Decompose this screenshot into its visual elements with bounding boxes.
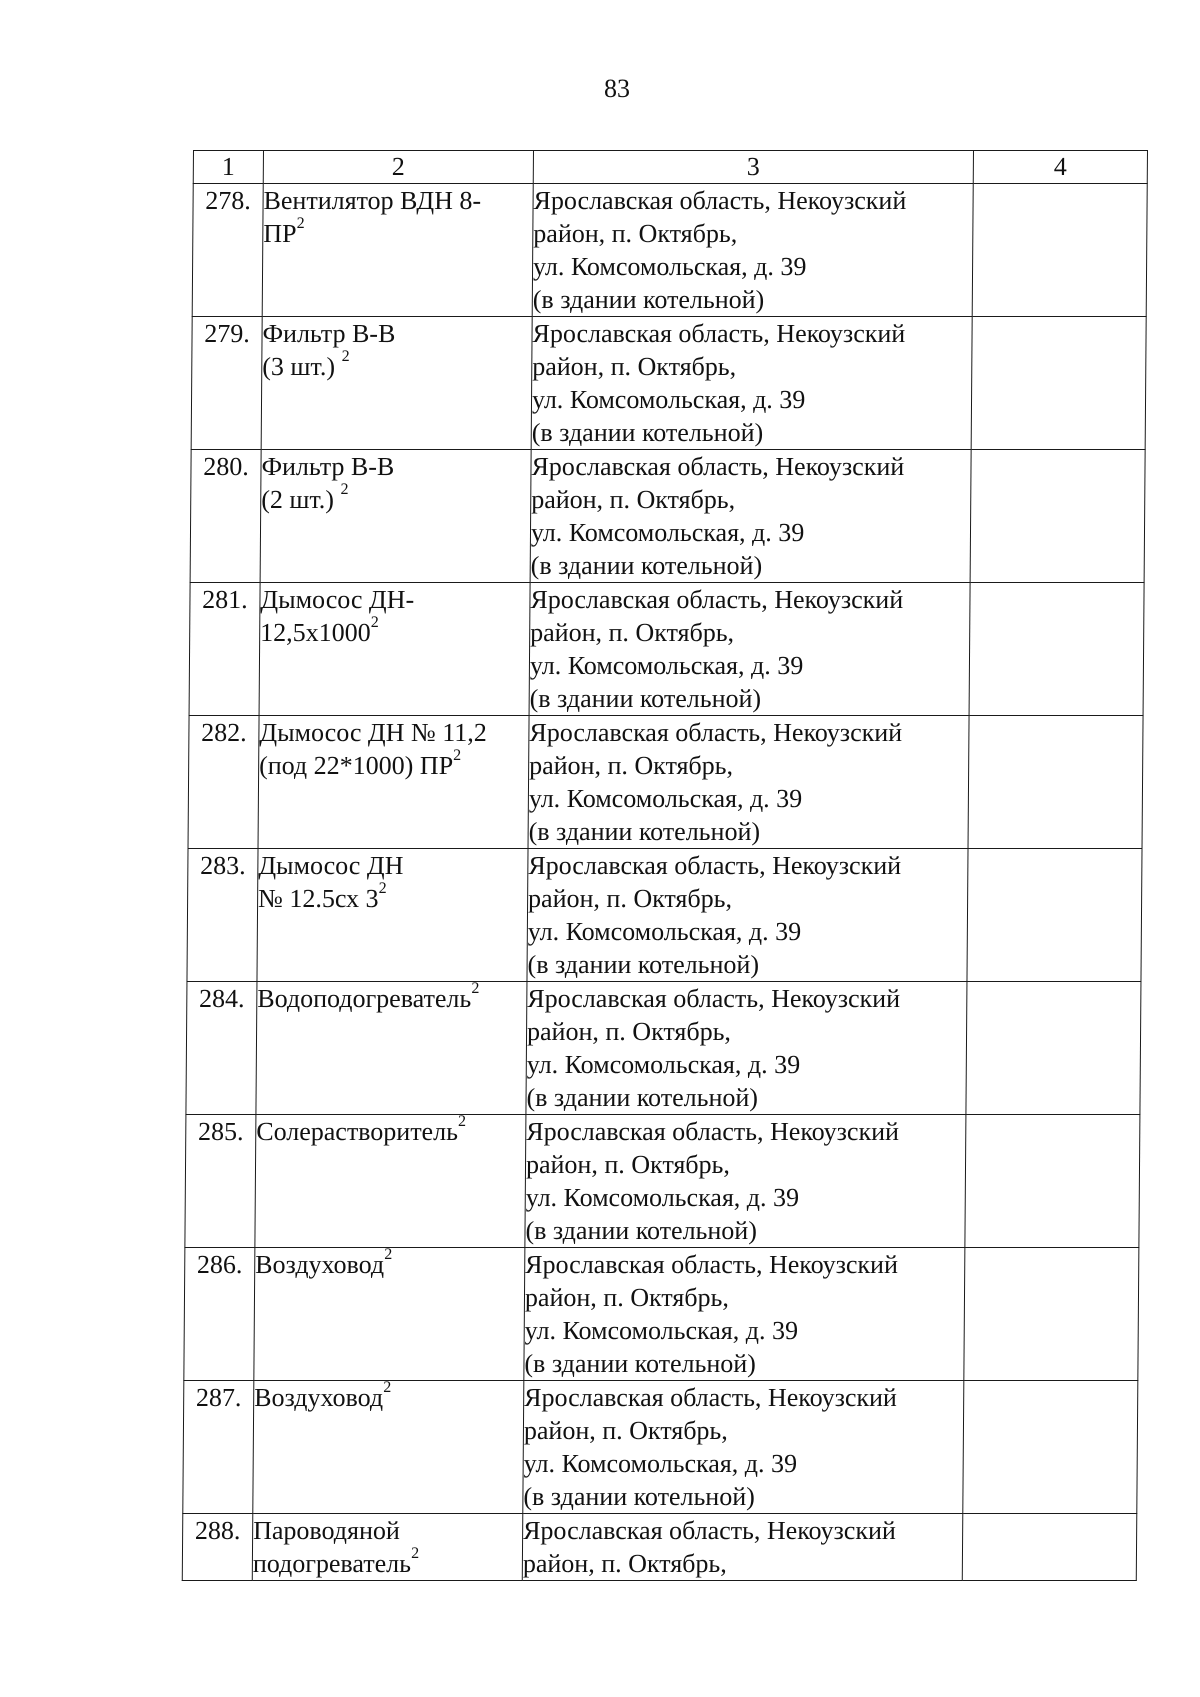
- table-row: [190, 450, 1145, 583]
- address-line: Ярославская область, Некоузский: [523, 1516, 896, 1545]
- address-line: (в здании котельной): [525, 1216, 758, 1245]
- table-header-row: [193, 151, 1147, 184]
- column-4-cell: [967, 849, 1142, 982]
- address-line: ул. Комсомольская, д. 39: [526, 1050, 801, 1079]
- item-name-text: 12,5х1000: [260, 618, 371, 647]
- footnote-marker: 2: [453, 747, 462, 765]
- row-number: 283.: [187, 849, 258, 982]
- item-name-line: [256, 1115, 525, 1148]
- item-name-text: Пароводяной: [253, 1516, 400, 1545]
- item-name-text: Фильтр В-В: [262, 319, 396, 348]
- column-4-cell: [969, 583, 1144, 716]
- table-row: [188, 716, 1143, 849]
- item-name-line: [253, 1514, 522, 1547]
- address-line: район, п. Октябрь,: [533, 219, 738, 248]
- address-line: (в здании котельной): [530, 551, 763, 580]
- property-table: [182, 150, 1148, 1581]
- item-name-text: Дымосос ДН: [258, 851, 404, 880]
- footnote-marker: 2: [296, 215, 305, 233]
- item-name: [253, 1381, 524, 1514]
- item-name-line: [262, 350, 531, 383]
- address-line: (в здании котельной): [528, 817, 761, 846]
- table-row: [185, 1115, 1140, 1248]
- address-line: Ярославская область, Некоузский: [531, 452, 905, 481]
- item-name-line: [260, 583, 529, 616]
- address-line: район, п. Октябрь,: [526, 1017, 732, 1046]
- row-number: 279.: [191, 317, 262, 450]
- item-name-text: Солерастворитель: [256, 1117, 459, 1146]
- item-name-line: [259, 749, 528, 782]
- address-line: Ярославская область, Некоузский: [529, 718, 903, 747]
- footnote-marker: 2: [378, 880, 387, 898]
- item-name-line: [254, 1381, 523, 1414]
- address-line: ул. Комсомольская, д. 39: [529, 651, 804, 680]
- item-name-text: Вентилятор ВДН 8-: [263, 186, 482, 215]
- item-address: [523, 1381, 964, 1514]
- column-4-cell: [972, 184, 1147, 317]
- address-line: район, п. Октябрь,: [522, 1549, 727, 1578]
- table-body: [182, 184, 1147, 1581]
- item-address: [526, 982, 967, 1115]
- item-name-line: [257, 982, 526, 1015]
- address-line: ул. Комсомольская, д. 39: [528, 784, 803, 813]
- item-address: [532, 184, 973, 317]
- item-name: [261, 317, 532, 450]
- row-number: 281.: [189, 583, 260, 716]
- footnote-marker: 2: [458, 1113, 467, 1131]
- item-name: [260, 450, 531, 583]
- table-row: [182, 1514, 1137, 1581]
- address-line: Ярославская область, Некоузский: [526, 1117, 900, 1146]
- address-line: Ярославская область, Некоузский: [533, 186, 907, 215]
- item-name-text: № 12.5сх 3: [258, 884, 379, 913]
- column-4-cell: [965, 1115, 1140, 1248]
- table-row: [187, 849, 1142, 982]
- address-line: ул. Комсомольская, д. 39: [531, 385, 806, 414]
- address-line: (в здании котельной): [532, 285, 765, 314]
- footnote-marker: 2: [340, 481, 349, 499]
- column-4-cell: [968, 716, 1143, 849]
- item-name-text: Воздуховод: [255, 1250, 385, 1279]
- address-line: (в здании котельной): [524, 1349, 757, 1378]
- row-number: 288.: [182, 1514, 253, 1581]
- item-name-line: [263, 184, 532, 217]
- column-4-cell: [971, 317, 1146, 450]
- item-name-line: [258, 882, 527, 915]
- row-number: 280.: [190, 450, 261, 583]
- address-line: ул. Комсомольская, д. 39: [530, 518, 805, 547]
- item-name-text: подогреватель: [252, 1549, 412, 1578]
- table-row: [184, 1248, 1139, 1381]
- item-name-text: Дымосос ДН-: [260, 585, 415, 614]
- address-line: (в здании котельной): [527, 950, 760, 979]
- footnote-marker: 2: [471, 980, 480, 998]
- address-line: Ярославская область, Некоузский: [525, 1250, 899, 1279]
- item-address: [528, 716, 969, 849]
- item-name-text: Водоподогреватель: [257, 984, 472, 1013]
- item-name-text: (3 шт.): [262, 352, 342, 381]
- column-4-cell: [966, 982, 1141, 1115]
- table-row: [186, 982, 1141, 1115]
- item-name-text: Воздуховод: [254, 1383, 384, 1412]
- address-line: Ярославская область, Некоузский: [530, 585, 904, 614]
- item-name-text: ПР: [263, 219, 297, 248]
- item-name: [262, 184, 533, 317]
- item-name-text: (2 шт.): [261, 485, 341, 514]
- item-name-line: [262, 317, 531, 350]
- address-line: район, п. Октябрь,: [528, 884, 733, 913]
- row-number: 287.: [183, 1381, 254, 1514]
- footnote-marker: 2: [341, 348, 350, 366]
- table-row: [189, 583, 1144, 716]
- address-line: (в здании котельной): [531, 418, 764, 447]
- item-name: [252, 1514, 523, 1581]
- address-line: район, п. Октябрь,: [525, 1150, 731, 1179]
- row-number: 282.: [188, 716, 259, 849]
- address-line: Ярославская область, Некоузский: [528, 851, 902, 880]
- item-name: [254, 1248, 525, 1381]
- table-row: [183, 1381, 1138, 1514]
- address-line: ул. Комсомольская, д. 39: [525, 1183, 800, 1212]
- item-name-line: [253, 1547, 522, 1580]
- item-address: [524, 1248, 965, 1381]
- item-address: [525, 1115, 966, 1248]
- address-line: Ярославская область, Некоузский: [527, 984, 901, 1013]
- item-address: [527, 849, 968, 982]
- item-name-line: [258, 849, 527, 882]
- address-line: ул. Комсомольская, д. 39: [527, 917, 802, 946]
- table-row: [192, 184, 1147, 317]
- item-name-line: [263, 217, 532, 250]
- item-address: [531, 317, 972, 450]
- address-line: район, п. Октябрь,: [529, 751, 734, 780]
- footnote-marker: 2: [370, 614, 379, 632]
- item-name-text: (под 22*1000) ПР: [259, 751, 454, 780]
- row-number: 286.: [184, 1248, 255, 1381]
- column-header: 3: [533, 151, 973, 184]
- item-name-text: Фильтр В-В: [261, 452, 395, 481]
- page-number: 83: [604, 74, 630, 103]
- address-line: район, п. Октябрь,: [530, 618, 735, 647]
- item-name-line: [255, 1248, 524, 1281]
- item-name: [256, 982, 527, 1115]
- column-header: 1: [193, 151, 263, 184]
- footnote-marker: 2: [383, 1379, 392, 1397]
- item-name-line: [261, 450, 530, 483]
- item-address: [530, 450, 971, 583]
- address-line: Ярославская область, Некоузский: [524, 1383, 898, 1412]
- item-name-text: Дымосос ДН № 11,2: [259, 718, 487, 747]
- footnote-marker: 2: [384, 1246, 393, 1264]
- address-line: (в здании котельной): [523, 1482, 755, 1511]
- address-line: ул. Комсомольская, д. 39: [532, 252, 807, 281]
- address-line: район, п. Октябрь,: [523, 1416, 728, 1445]
- address-line: ул. Комсомольская, д. 39: [523, 1449, 798, 1478]
- row-number: 285.: [185, 1115, 256, 1248]
- row-number: 278.: [192, 184, 263, 317]
- item-name: [257, 849, 528, 982]
- item-name: [259, 583, 530, 716]
- table-row: [191, 317, 1146, 450]
- address-line: Ярославская область, Некоузский: [532, 319, 906, 348]
- column-4-cell: [964, 1248, 1139, 1381]
- address-line: район, п. Октябрь,: [532, 352, 737, 381]
- item-address: [522, 1514, 963, 1581]
- footnote-marker: 2: [411, 1545, 420, 1563]
- address-line: (в здании котельной): [529, 684, 762, 713]
- column-header: 2: [263, 151, 533, 184]
- column-4-cell: [962, 1514, 1137, 1581]
- column-header: 4: [973, 151, 1147, 184]
- item-address: [529, 583, 970, 716]
- item-name-line: [259, 716, 528, 749]
- item-name: [255, 1115, 526, 1248]
- address-line: район, п. Октябрь,: [531, 485, 736, 514]
- row-number: 284.: [186, 982, 257, 1115]
- item-name: [258, 716, 529, 849]
- address-line: ул. Комсомольская, д. 39: [524, 1316, 799, 1345]
- column-4-cell: [963, 1381, 1138, 1514]
- item-name-line: [261, 483, 530, 516]
- item-name-line: [260, 616, 529, 649]
- column-4-cell: [970, 450, 1145, 583]
- address-line: (в здании котельной): [526, 1083, 759, 1112]
- address-line: район, п. Октябрь,: [524, 1283, 730, 1312]
